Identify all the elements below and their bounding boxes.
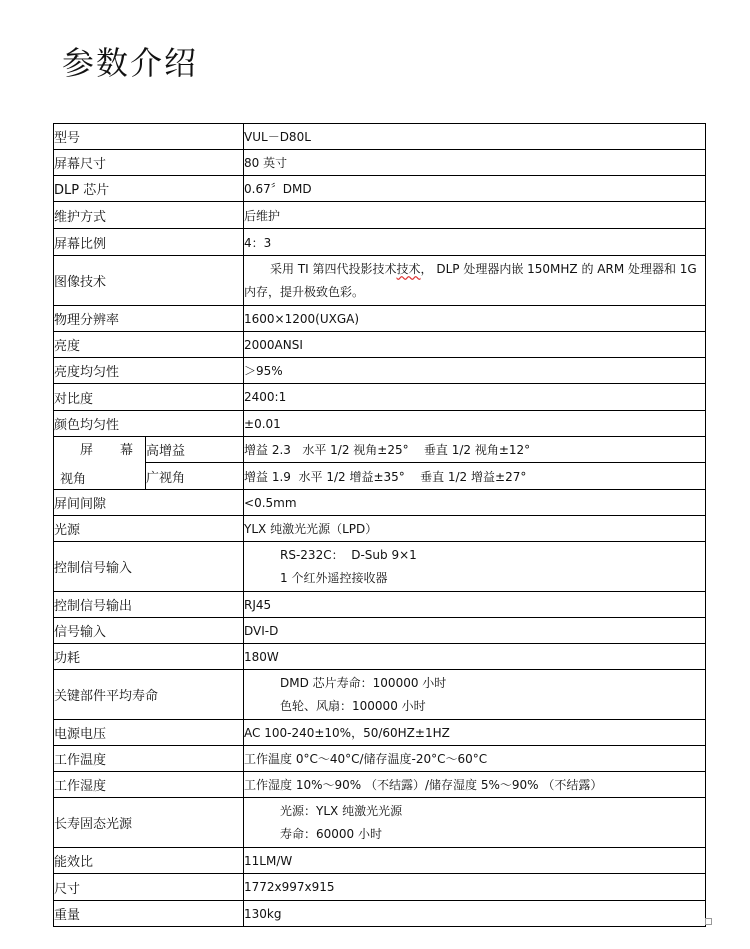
value-line: 1 个红外遥控接收器 <box>280 570 388 585</box>
table-row <box>54 542 706 592</box>
value-part: ， DLP 处理器内嵌 150MHZ 的 ARM 处理器和 1G 内存，提升极致色彩。 <box>244 261 697 299</box>
value-line: 色轮、风扇：100000 小时 <box>280 698 426 713</box>
row-value: ＞95% <box>244 358 706 384</box>
row-value: 11LM/W <box>244 848 706 874</box>
table-row <box>54 411 706 437</box>
row-label: 亮度均匀性 <box>54 358 244 384</box>
row-label: 颜色均匀性 <box>54 411 244 437</box>
row-value: 1772x997x915 <box>244 874 706 901</box>
row-label: 亮度 <box>54 332 244 358</box>
row-value <box>244 256 706 306</box>
high-gain-value: 增益 2.3 水平 1/2 视角±25° 垂直 1/2 视角±12° <box>244 437 706 463</box>
row-label: 重量 <box>54 901 244 927</box>
table-row <box>54 176 706 202</box>
value-line: RS-232C： D-Sub 9×1 <box>280 547 417 562</box>
row-label: 长寿固态光源 <box>54 798 244 848</box>
row-label: 屏间间隙 <box>54 490 244 516</box>
row-label: 控制信号输出 <box>54 592 244 618</box>
spec-table <box>53 123 706 927</box>
table-row-viewing-high <box>54 437 706 463</box>
table-row <box>54 670 706 720</box>
table-row <box>54 772 706 798</box>
row-value: 1600×1200(UXGA) <box>244 306 706 332</box>
value-line: 光源：YLX 纯激光光源 <box>280 803 403 818</box>
row-value: RJ45 <box>244 592 706 618</box>
table-row <box>54 618 706 644</box>
page-title: 参数介绍 <box>62 44 199 82</box>
row-label: 屏幕尺寸 <box>54 150 244 176</box>
row-label: 尺寸 <box>54 874 244 901</box>
row-label: 功耗 <box>54 644 244 670</box>
row-value: 130kg <box>244 901 706 927</box>
row-value: <0.5mm <box>244 490 706 516</box>
table-row <box>54 848 706 874</box>
row-value: ±0.01 <box>244 411 706 437</box>
row-label: 维护方式 <box>54 202 244 229</box>
viewing-label-char: 屏 <box>80 443 94 458</box>
table-row <box>54 490 706 516</box>
row-value: 4：3 <box>244 229 706 256</box>
row-label: 电源电压 <box>54 720 244 746</box>
table-row <box>54 124 706 150</box>
row-value <box>244 798 706 848</box>
value-line: DMD 芯片寿命：100000 小时 <box>280 675 447 690</box>
row-value: 0.67〞DMD <box>244 176 706 202</box>
table-row <box>54 644 706 670</box>
table-row <box>54 901 706 927</box>
table-row <box>54 150 706 176</box>
spellcheck-underlined-text: 技术 <box>396 261 421 276</box>
viewing-label-char: 幕 <box>119 443 133 458</box>
row-label: 光源 <box>54 516 244 542</box>
viewing-angle-label <box>54 437 146 490</box>
paragraph-end-marker <box>705 918 712 925</box>
row-value: VUL－D80L <box>244 124 706 150</box>
row-value: 工作湿度 10%～90% （不结露）/储存湿度 5%～90% （不结露） <box>244 772 706 798</box>
row-label: 关键部件平均寿命 <box>54 670 244 720</box>
table-row <box>54 746 706 772</box>
row-label: 型号 <box>54 124 244 150</box>
row-value: AC 100-240±10%，50/60HZ±1HZ <box>244 720 706 746</box>
table-row <box>54 229 706 256</box>
row-label: 控制信号输入 <box>54 542 244 592</box>
row-label: 图像技术 <box>54 256 244 306</box>
table-row-viewing-wide <box>54 463 706 490</box>
row-label: 屏幕比例 <box>54 229 244 256</box>
table-row <box>54 202 706 229</box>
row-value <box>244 670 706 720</box>
table-row <box>54 798 706 848</box>
wide-angle-label: 广视角 <box>146 463 244 490</box>
row-label: 对比度 <box>54 384 244 411</box>
value-part: 采用 TI 第四代投影技术 <box>270 261 397 276</box>
table-row <box>54 306 706 332</box>
row-value: DVI-D <box>244 618 706 644</box>
row-label: 工作温度 <box>54 746 244 772</box>
table-row <box>54 592 706 618</box>
row-value: YLX 纯激光光源（LPD） <box>244 516 706 542</box>
high-gain-label: 高增益 <box>146 437 244 463</box>
row-label: 能效比 <box>54 848 244 874</box>
row-value <box>244 542 706 592</box>
table-row <box>54 358 706 384</box>
row-value: 80 英寸 <box>244 150 706 176</box>
table-row <box>54 516 706 542</box>
row-label: 信号输入 <box>54 618 244 644</box>
table-row <box>54 874 706 901</box>
row-value: 后维护 <box>244 202 706 229</box>
row-label: 物理分辨率 <box>54 306 244 332</box>
row-value: 2400:1 <box>244 384 706 411</box>
viewing-label-bottom: 视角 <box>60 472 87 487</box>
table-row <box>54 720 706 746</box>
table-row <box>54 384 706 411</box>
table-row <box>54 256 706 306</box>
value-line: 寿命：60000 小时 <box>280 826 383 841</box>
row-label: 工作湿度 <box>54 772 244 798</box>
row-value: 工作温度 0°C～40°C/储存温度-20°C～60°C <box>244 746 706 772</box>
row-label: DLP 芯片 <box>54 176 244 202</box>
table-row <box>54 332 706 358</box>
wide-angle-value: 增益 1.9 水平 1/2 增益±35° 垂直 1/2 增益±27° <box>244 463 706 490</box>
row-value: 2000ANSI <box>244 332 706 358</box>
row-value: 180W <box>244 644 706 670</box>
